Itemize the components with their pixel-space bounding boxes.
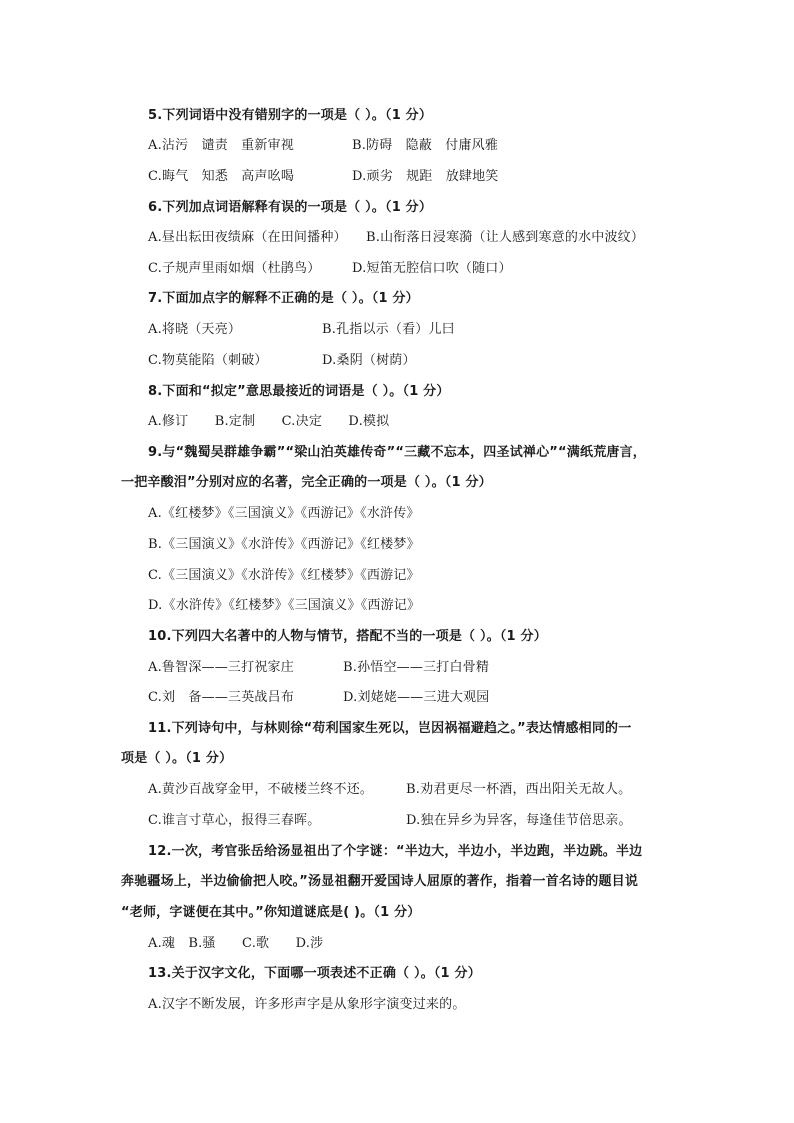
question-10-stem: 10.下列四大名著中的人物与情节，搭配不当的一项是（ ）。（1 分） [148, 629, 547, 644]
question-6-stem: 6.下列加点词语解释有误的一项是（ ）。（1 分） [148, 200, 433, 215]
question-6-option-d: D.短笛无腔信口吹（随口） [352, 261, 512, 276]
question-11-option-a: A.黄沙百战穿金甲，不破楼兰终不还。 [148, 782, 374, 797]
question-7-option-d: D.桑阴（树荫） [322, 353, 416, 368]
question-5-option-a: A.沾污 谴责 重新审视 [148, 138, 294, 153]
question-11-stem-line-2: 项是（ ）。（1 分） [121, 751, 233, 766]
question-11-option-c: C.谁言寸草心，报得三春晖。 [148, 813, 321, 828]
question-7-option-b: B.孔指以示（看）儿曰 [322, 322, 455, 337]
question-12-options: A.魂 B.骚 C.歌 D.涉 [148, 936, 324, 951]
question-11-option-d: D.独在异乡为异客，每逢佳节倍思亲。 [406, 813, 632, 828]
question-10-option-c: C.刘 备——三英战吕布 [148, 690, 295, 705]
question-7-option-c: C.物莫能陷（刺破） [148, 353, 268, 368]
question-8-stem: 8.下面和“拟定”意思最接近的词语是（ ）。（1 分） [148, 384, 450, 399]
question-11-stem-line-1: 11.下列诗句中，与林则徐“苟利国家生死以，岂因祸福避趋之。”表达情感相同的一 [148, 721, 632, 736]
question-5-option-b: B.防碍 隐蔽 付庸风雅 [352, 138, 499, 153]
question-10-option-b: B.孙悟空——三打白骨精 [343, 660, 490, 675]
question-12-stem-line-1: 12.一次，考官张岳给汤显祖出了个字谜：“半边大，半边小，半边跑，半边跳。半边 [148, 844, 643, 859]
question-13-stem: 13.关于汉字文化，下面哪一项表述不正确（ ）。（1 分） [148, 966, 481, 981]
question-5-stem: 5.下列词语中没有错别字的一项是（ ）。（1 分） [148, 108, 433, 123]
question-9-option-c: C.《三国演义》《水浒传》《红楼梦》《西游记》 [148, 568, 420, 583]
question-6-option-a: A.昼出耘田夜绩麻（在田间播种） [148, 230, 347, 245]
question-12-stem-line-3: “老师，字谜便在其中。”你知道谜底是( )。（1 分） [121, 905, 421, 920]
question-10-option-d: D.刘姥姥——三进大观园 [343, 690, 490, 705]
question-9-stem-line-1: 9.与“魏蜀吴群雄争霸”“梁山泊英雄传奇”“三藏不忘本，四圣试禅心”“满纸荒唐言， [148, 445, 646, 460]
question-13-option-a: A.汉字不断发展，许多形声字是从象形字演变过来的。 [148, 997, 466, 1012]
question-7-option-a: A.将晓（天亮） [148, 322, 242, 337]
question-10-option-a: A.鲁智深——三打祝家庄 [148, 660, 294, 675]
question-9-option-b: B.《三国演义》《水浒传》《西游记》《红楼梦》 [148, 537, 420, 552]
question-6-option-c: C.子规声里雨如烟（杜鹃鸟） [148, 261, 321, 276]
question-8-options: A.修订 B.定制 C.决定 D.模拟 [148, 414, 390, 429]
question-5-option-c: C.晦气 知悉 高声吆喝 [148, 169, 295, 184]
question-9-option-d: D.《水浒传》《红楼梦》《三国演义》《西游记》 [148, 598, 421, 613]
question-9-stem-line-2: 一把辛酸泪”分别对应的名著，完全正确的一项是（ ）。（1 分） [121, 475, 492, 490]
question-7-stem: 7.下面加点字的解释不正确的是（ ）。（1 分） [148, 291, 419, 306]
question-6-option-b: B.山衔落日浸寒漪（让人感到寒意的水中波纹） [366, 230, 645, 245]
question-9-option-a: A.《红楼梦》《三国演义》《西游记》《水浒传》 [148, 506, 420, 521]
question-11-option-b: B.劝君更尽一杯酒，西出阳关无故人。 [406, 782, 632, 797]
question-12-stem-line-2: 奔驰疆场上，半边偷偷把人咬。”汤显祖翻开爱国诗人屈原的著作，指着一首名诗的题目说 [121, 874, 639, 889]
question-5-option-d: D.顽劣 规距 放肆地笑 [352, 169, 499, 184]
